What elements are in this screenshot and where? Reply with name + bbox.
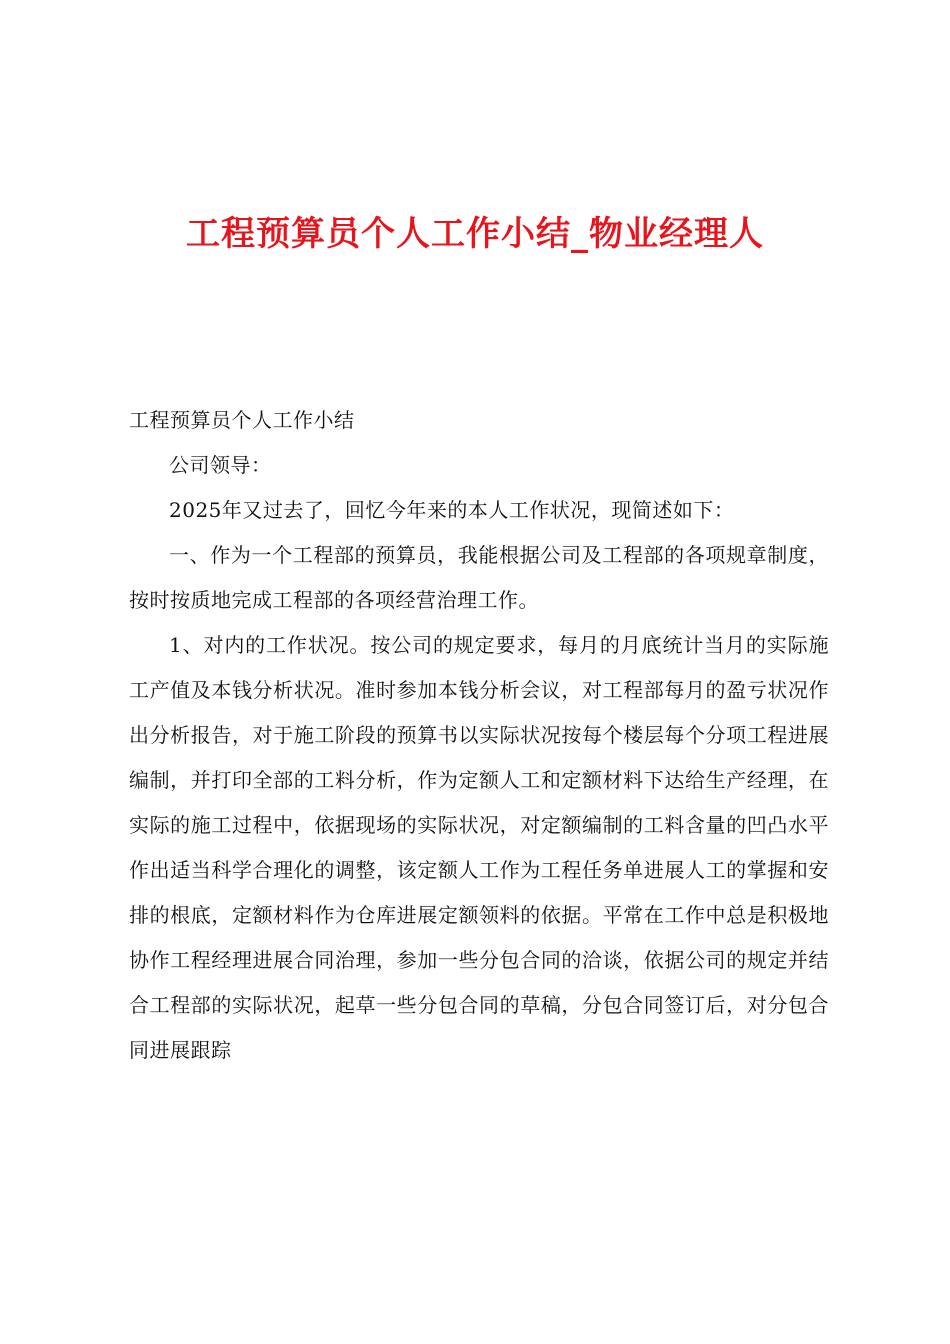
salutation: 公司领导： — [169, 453, 272, 477]
paragraph-internal-work: 1、对内的工作状况。按公司的规定要求，每月的月底统计当月的实际施工产值及本钱分析状况。准时参加本钱分析会议，对工程部每月的盈亏状况作出分析报告，对于施工阶段的预算书以实际状况按每个楼层每个分项工程进展编制，并打印全部的工料分析，作为定额人工和定额材料下达给生产经理，在实际的施工过程中，依据现场的实际状况，对定额编制的工料含量的凹凸水平作出适当科学合理化的调整，该定额人工作为工程任务单进展人工的掌握和安排的根底，定额材料作为仓库进展定额领料的依据。平常在工作中总是积极地协作工程经理进展合同治理，参加一些分包合同的洽谈，依据公司的规定并结合工程部的实际状况，起草一些分包合同的草稿，分包合同签订后，对分包合同进展跟踪 — [129, 633, 829, 1062]
paragraph-section-one: 一、作为一个工程部的预算员，我能根据公司及工程部的各项规章制度，按时按质地完成工程部的各项经营治理工作。 — [129, 543, 829, 612]
document-heading: 工程预算员个人工作小结 — [129, 408, 355, 432]
paragraph-intro: 2025年又过去了，回忆今年来的本人工作状况，现简述如下： — [169, 498, 735, 522]
document-title: 工程预算员个人工作小结_物业经理人 — [186, 214, 764, 254]
document-body — [129, 398, 829, 1073]
